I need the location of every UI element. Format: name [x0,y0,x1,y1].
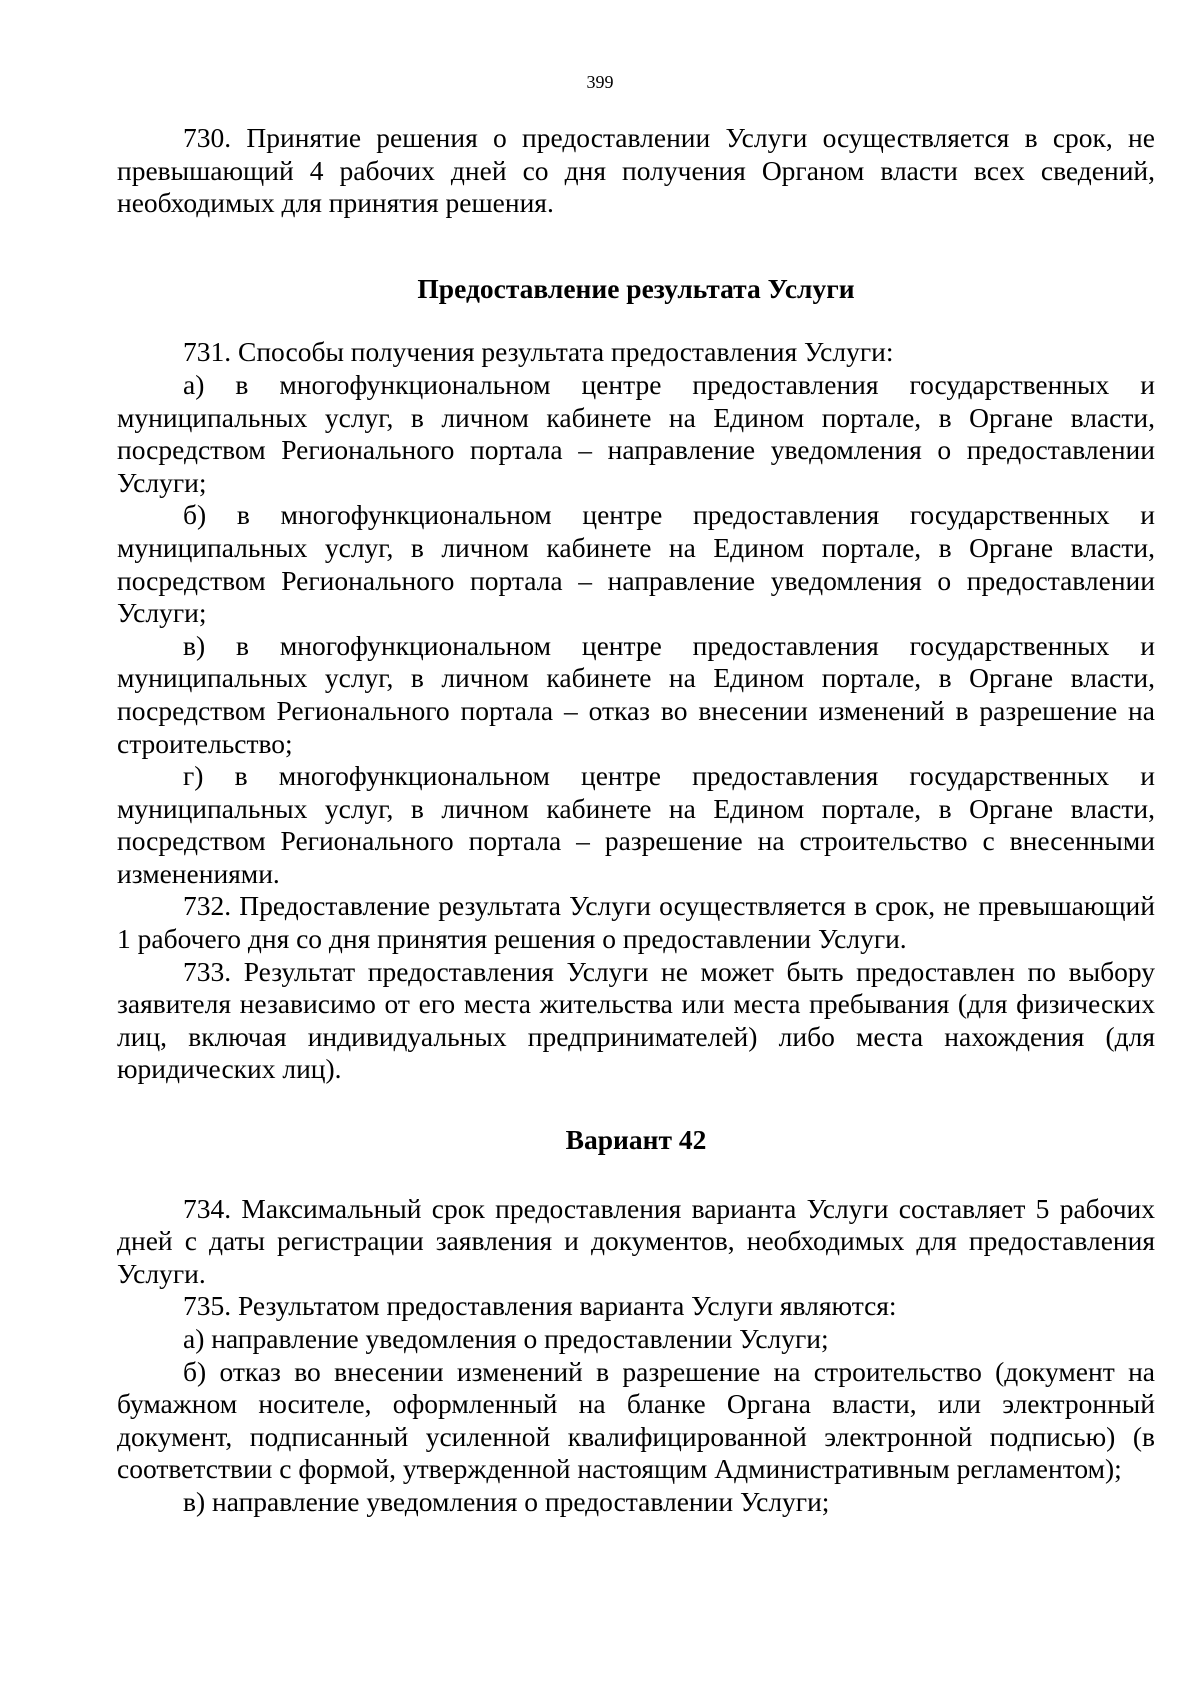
section-heading-variant-42: Вариант 42 [565,1124,707,1156]
paragraph-731-a: а) в многофункциональном центре предоставления государственных и муниципальных услуг, в личном кабинете на Едином портале, в Органе власти, посредством Регионального портала – направление уведомления о предоставлении Услуги; [117,368,1155,498]
section-heading-result: Предоставление результата Услуги [417,272,855,304]
document-body [117,122,1155,1519]
paragraph-733: 733. Результат предоставления Услуги не может быть предоставлен по выбору заявителя независимо от его места жительства или места пребывания (для физических лиц, включая индивидуальных предпринимателей) либо места нахождения (для юридических лиц). [117,955,1155,1085]
paragraph-731-v: в) в многофункциональном центре предоставления государственных и муниципальных услуг, в личном кабинете на Едином портале, в Органе власти, посредством Регионального портала – отказ во внесении изменений в разрешение на строительство; [117,629,1155,759]
paragraph-734: 734. Максимальный срок предоставления варианта Услуги составляет 5 рабочих дней с даты регистрации заявления и документов, необходимых для предоставления Услуги. [117,1192,1155,1289]
paragraph-735-v: в) направление уведомления о предоставлении Услуги; [183,1485,830,1517]
paragraph-735-b: б) отказ во внесении изменений в разрешение на строительство (документ на бумажном носителе, оформленный на бланке Органа власти, или электронный документ, подписанный усиленной квалифицированной электронной подписью) (в соответствии с формой, утвержденной настоящим Административным регламентом); [117,1355,1155,1485]
page-number: 399 [586,72,614,92]
paragraph-730: 730. Принятие решения о предоставлении Услуги осуществляется в срок, не превышающий 4 рабочих дней со дня получения Органом власти всех сведений, необходимых для принятия решения. [117,122,1155,219]
paragraph-732: 732. Предоставление результата Услуги осуществляется в срок, не превышающий 1 рабочего дня со дня принятия решения о предоставлении Услуги. [117,890,1155,955]
paragraph-735-a: а) направление уведомления о предоставлении Услуги; [183,1323,829,1354]
paragraph-731-g: г) в многофункциональном центре предоставления государственных и муниципальных услуг, в личном кабинете на Едином портале, в Органе власти, посредством Регионального портала – разрешение на строительство с внесенными изменениями. [117,760,1155,889]
paragraph-731-b: б) в многофункциональном центре предоставления государственных и муниципальных услуг, в личном кабинете на Едином портале, в Органе власти, посредством Регионального портала – направление уведомления о предоставлении Услуги; [117,499,1155,629]
paragraph-731: 731. Способы получения результата предоставления Услуги: [183,336,894,368]
paragraph-735: 735. Результатом предоставления варианта Услуги являются: [183,1290,897,1322]
